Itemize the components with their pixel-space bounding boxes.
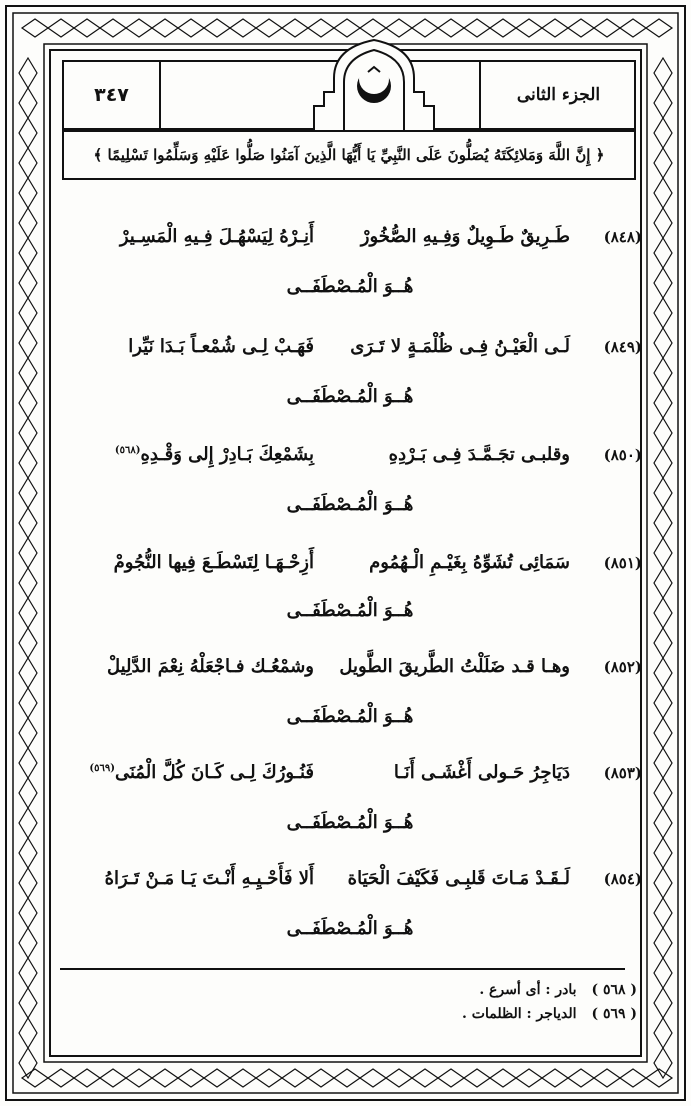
border-motif bbox=[654, 838, 672, 868]
refrain: هُــوَ الْمُـصْطَفَــى bbox=[286, 918, 414, 939]
border-motif bbox=[19, 238, 37, 268]
border-motif bbox=[654, 58, 672, 88]
border-motif bbox=[654, 688, 672, 718]
border-motif bbox=[19, 898, 37, 928]
border-motif bbox=[654, 1048, 672, 1078]
verse-line bbox=[58, 758, 642, 798]
border-motif bbox=[19, 418, 37, 448]
verse-line bbox=[58, 440, 642, 480]
border-motif bbox=[19, 208, 37, 238]
border-motif bbox=[19, 538, 37, 568]
border-motif bbox=[19, 58, 37, 88]
border-motif bbox=[654, 1018, 672, 1048]
border-motif bbox=[654, 478, 672, 508]
verse-second-hemistich: فَهَـبْ لِـى شُمْعـاً بَـدَا نَيِّرا bbox=[128, 336, 314, 357]
border-motif bbox=[654, 658, 672, 688]
poem bbox=[58, 0, 642, 1106]
border-motif bbox=[654, 118, 672, 148]
border-motif bbox=[654, 628, 672, 658]
border-motif bbox=[19, 778, 37, 808]
border-motif bbox=[654, 328, 672, 358]
verse-first-hemistich: لَـى الْعَيْـنُ فِـى ظُلْمَـةٍ لا تَـرَى bbox=[350, 336, 570, 357]
border-motif bbox=[19, 88, 37, 118]
verse-line bbox=[58, 332, 642, 372]
border-motif bbox=[654, 238, 672, 268]
refrain: هُــوَ الْمُـصْطَفَــى bbox=[286, 812, 414, 833]
refrain: هُــوَ الْمُـصْطَفَــى bbox=[286, 706, 414, 727]
border-motif bbox=[19, 178, 37, 208]
border-motif bbox=[19, 628, 37, 658]
verse-first-hemistich: دَيَاجِرُ حَـولى أَغْشَـى أَنَـا bbox=[393, 762, 570, 783]
border-motif bbox=[654, 598, 672, 628]
border-motif bbox=[654, 208, 672, 238]
verse-first-hemistich: سَمَائِى تُشَوِّهُ بِغَيْـمِ الْـهُمُوم bbox=[369, 552, 570, 573]
border-motif bbox=[19, 478, 37, 508]
verse-first-hemistich: طَـرِيقٌ طَـوِيلٌ وَفِـيهِ الصُّخُورْ bbox=[360, 226, 570, 247]
border-motif bbox=[19, 928, 37, 958]
refrain: هُــوَ الْمُـصْطَفَــى bbox=[286, 494, 414, 515]
border-motif bbox=[19, 148, 37, 178]
footnote-text: الدياجر : الظلمات . bbox=[462, 1006, 577, 1022]
border-motif bbox=[654, 358, 672, 388]
border-motif bbox=[19, 328, 37, 358]
border-motif bbox=[19, 388, 37, 418]
verse-second-hemistich: وشمْعُـك فـاجْعَلْهُ نِعْمَ الدَّلِيلْ bbox=[106, 656, 314, 677]
verse-second-hemistich: أَنِـرْهُ لِيَسْهُـلَ فِـيهِ الْمَسِـيرْ bbox=[119, 226, 314, 247]
border-motif bbox=[654, 178, 672, 208]
verse-first-hemistich: لَـقَـدْ مَـاتَ قَلبِـى فَكَيْفَ الْحَيَاة bbox=[347, 868, 570, 889]
border-motif bbox=[654, 268, 672, 298]
footnote-divider bbox=[60, 968, 625, 970]
border-motif bbox=[22, 19, 48, 37]
border-motif bbox=[19, 298, 37, 328]
border-motif bbox=[19, 568, 37, 598]
verse-second-hemistich: أَلا فَأَحْـيِـهِ أَنْـتَ يَـا مَـنْ تَـرَاهُ bbox=[104, 868, 314, 889]
border-motif bbox=[19, 838, 37, 868]
border-motif bbox=[654, 988, 672, 1018]
border-motif bbox=[19, 718, 37, 748]
footnote-mark: (٥٦٨) bbox=[114, 445, 141, 456]
verse-first-hemistich: وهـا قـد ضَلَلْتُ الطَّريقَ الطَّويل bbox=[339, 656, 570, 677]
verse-line bbox=[58, 652, 642, 692]
border-motif bbox=[19, 598, 37, 628]
footnote-mark: (٥٦٩) bbox=[89, 763, 115, 774]
border-motif bbox=[19, 958, 37, 988]
verse-second-hemistich: فَنُـورُكَ لِـى كَـانَ كُلَّ الْمُنَى$^{(٥٦٩)}$ bbox=[89, 762, 314, 783]
footnote bbox=[77, 1006, 637, 1028]
border-motif bbox=[654, 298, 672, 328]
border-motif bbox=[654, 568, 672, 598]
border-motif bbox=[654, 808, 672, 838]
border-motif bbox=[654, 538, 672, 568]
page-number: ٣٤٧ bbox=[94, 84, 129, 106]
verse-number: (٨٤٩) bbox=[603, 338, 642, 356]
border-motif bbox=[19, 358, 37, 388]
verse-number: (٨٥٤) bbox=[603, 870, 642, 888]
border-motif bbox=[19, 1018, 37, 1048]
border-motif bbox=[19, 508, 37, 538]
border-motif bbox=[19, 658, 37, 688]
border-motif bbox=[19, 808, 37, 838]
verse-number: (٨٤٨) bbox=[603, 228, 642, 246]
border-motif bbox=[19, 988, 37, 1018]
border-motif bbox=[654, 748, 672, 778]
border-motif bbox=[19, 868, 37, 898]
border-motif bbox=[654, 88, 672, 118]
part-title: الجزء الثانى bbox=[516, 85, 601, 105]
verse-second-hemistich: بِشَمْعِكَ بَـادِرْ إِلى وَقْـدِهِ$^{(٥٦٨)}$ bbox=[114, 444, 314, 465]
border-motif bbox=[19, 448, 37, 478]
verse-number: (٨٥١) bbox=[603, 554, 642, 572]
border-motif bbox=[19, 268, 37, 298]
border-motif bbox=[654, 388, 672, 418]
verse-line bbox=[58, 864, 642, 904]
quran-verse-banner: ﴿ إِنَّ اللَّهَ وَمَلائِكَتَهُ يُصَلُّونَ عَلَى النَّبِيِّ يَا أَيُّهَا الَّذِينَ آمَنُوا صَلُّوا عَلَيْهِ وَسَلِّمُوا تَسْلِيمًا ﴾ bbox=[62, 130, 636, 180]
verse-number: (٨٥٠) bbox=[603, 446, 642, 464]
border-motif bbox=[654, 448, 672, 478]
border-motif bbox=[19, 748, 37, 778]
refrain: هُــوَ الْمُـصْطَفَــى bbox=[286, 386, 414, 407]
verse-number: (٨٥٣) bbox=[603, 764, 642, 782]
footnote bbox=[77, 982, 637, 1004]
border-motif bbox=[654, 148, 672, 178]
border-motif bbox=[654, 508, 672, 538]
border-motif bbox=[654, 868, 672, 898]
border-motif bbox=[654, 418, 672, 448]
refrain: هُــوَ الْمُـصْطَفَــى bbox=[286, 600, 414, 621]
border-motif bbox=[22, 1069, 48, 1087]
verse-second-hemistich: أَزِحْـهَـا لِتَسْطَـعَ فِيها النُّجُومْ bbox=[113, 552, 314, 573]
border-motif bbox=[654, 928, 672, 958]
border-motif bbox=[646, 19, 672, 37]
border-motif bbox=[19, 118, 37, 148]
refrain: هُــوَ الْمُـصْطَفَــى bbox=[286, 276, 414, 297]
verse-line bbox=[58, 222, 642, 262]
border-motif bbox=[654, 778, 672, 808]
verse-line bbox=[58, 548, 642, 588]
border-motif bbox=[654, 898, 672, 928]
verse-number: (٨٥٢) bbox=[603, 658, 642, 676]
border-motif bbox=[654, 718, 672, 748]
verse-first-hemistich: وقلبـى تجَـمَّـدَ فِـى بَـرْدِهِ bbox=[388, 444, 570, 465]
border-motif bbox=[19, 688, 37, 718]
border-motif bbox=[654, 958, 672, 988]
footnote-text: بادر : أى أسرع . bbox=[479, 982, 577, 998]
footnote-number: ( ٥٦٩ ) bbox=[591, 1006, 637, 1022]
footnote-number: ( ٥٦٨ ) bbox=[591, 982, 637, 998]
